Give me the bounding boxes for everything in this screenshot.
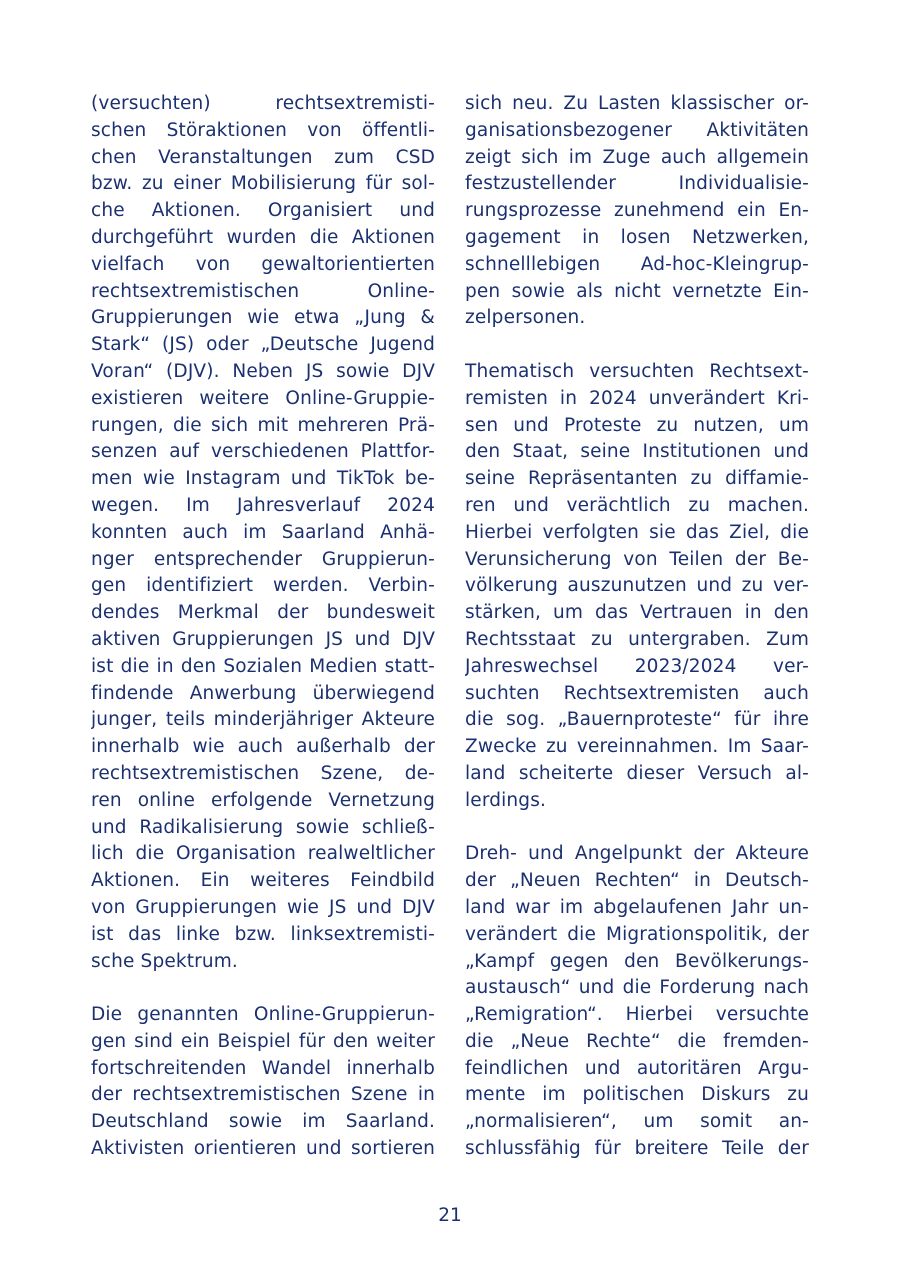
text-line: ganisationsbezogener Aktivitäten xyxy=(465,119,809,141)
text-line: land war im abgelaufenen Jahr un- xyxy=(465,896,809,918)
right-paragraph-1 xyxy=(465,91,809,332)
paragraph-gap xyxy=(465,332,809,359)
text-line: zelpersonen. xyxy=(465,307,586,329)
right-column xyxy=(465,91,809,1163)
text-line: der rechtsextremistischen Szene in xyxy=(91,1084,435,1106)
text-line: feindlichen und autoritären Argu- xyxy=(465,1057,809,1079)
text-line: die „Neue Rechte“ die fremden- xyxy=(465,1030,809,1052)
text-line: gen identifiziert werden. Verbin- xyxy=(91,575,435,597)
text-line: Zwecke zu vereinnahmen. Im Saar- xyxy=(465,736,809,758)
text-line: gen sind ein Beispiel für den weiter xyxy=(91,1030,435,1052)
text-line: Stark“ (JS) oder „Deutsche Jugend xyxy=(91,334,435,356)
text-line: zeigt sich im Zuge auch allgemein xyxy=(465,146,809,168)
right-paragraph-3 xyxy=(465,841,809,1163)
paragraph-gap xyxy=(91,975,435,1002)
text-line: remisten in 2024 unverändert Kri- xyxy=(465,387,809,409)
text-line: Aktivisten orientieren und sortieren xyxy=(91,1138,435,1160)
text-line: ist das linke bzw. linksextremisti- xyxy=(91,923,435,945)
left-paragraph-2 xyxy=(91,1002,435,1163)
text-line: Rechtsstaat zu untergraben. Zum xyxy=(465,628,809,650)
text-line: junger, teils minderjähriger Akteure xyxy=(91,709,435,731)
text-line: von Gruppierungen wie JS und DJV xyxy=(91,896,435,918)
text-line: Die genannten Online-Gruppierun- xyxy=(91,1004,435,1026)
text-line: schnelllebigen Ad-hoc-Kleingrup- xyxy=(465,253,809,275)
text-line: ist die in den Sozialen Medien statt- xyxy=(91,655,435,677)
text-line: ren und verächtlich zu machen. xyxy=(465,494,809,516)
text-line: verändert die Migrationspolitik, der xyxy=(465,923,809,945)
text-line: Verunsicherung von Teilen der Be- xyxy=(465,548,809,570)
right-paragraph-2 xyxy=(465,359,809,815)
text-line: pen sowie als nicht vernetzte Ein- xyxy=(465,280,809,302)
text-line: konnten auch im Saarland Anhä- xyxy=(91,521,435,543)
text-line: stärken, um das Vertrauen in den xyxy=(465,602,809,624)
page-number: 21 xyxy=(438,1205,462,1226)
text-line: innerhalb wie auch außerhalb der xyxy=(91,736,435,758)
text-line: „normalisieren“, um somit an- xyxy=(465,1111,809,1133)
text-line: fortschreitenden Wandel innerhalb xyxy=(91,1057,435,1079)
text-line: land scheiterte dieser Versuch al- xyxy=(465,762,809,784)
text-line: sen und Proteste zu nutzen, um xyxy=(465,414,809,436)
text-line: rechtsextremistischen Szene, de- xyxy=(91,762,435,784)
text-line: lich die Organisation realweltlicher xyxy=(91,843,435,865)
text-line: rungsprozesse zunehmend ein En- xyxy=(465,200,809,222)
text-line: Gruppierungen wie etwa „Jung & xyxy=(91,307,435,329)
text-line: sche Spektrum. xyxy=(91,950,238,972)
text-line: festzustellender Individualisie- xyxy=(465,173,809,195)
paragraph-gap xyxy=(465,815,809,842)
text-line: „Remigration“. Hierbei versuchte xyxy=(465,1004,809,1026)
text-line: suchten Rechtsextremisten auch xyxy=(465,682,809,704)
text-line: vielfach von gewaltorientierten xyxy=(91,253,435,275)
text-line: und Radikalisierung sowie schließ- xyxy=(91,816,435,838)
text-line: Jahreswechsel 2023/2024 ver- xyxy=(465,655,809,677)
text-line: sich neu. Zu Lasten klassischer or- xyxy=(465,93,809,114)
text-line: men wie Instagram und TikTok be- xyxy=(91,468,435,490)
text-line: Dreh- und Angelpunkt der Akteure xyxy=(465,843,809,865)
text-line: che Aktionen. Organisiert und xyxy=(91,200,435,222)
text-line: den Staat, seine Institutionen und xyxy=(465,441,809,463)
text-line: lerdings. xyxy=(465,789,547,811)
text-line: Hierbei verfolgten sie das Ziel, die xyxy=(465,521,809,543)
text-line: schen Störaktionen von öffentli- xyxy=(91,119,435,141)
left-column xyxy=(91,91,435,1163)
text-line: rechtsextremistischen Online- xyxy=(91,280,435,302)
text-line: findende Anwerbung überwiegend xyxy=(91,682,435,704)
text-line: Thematisch versuchten Rechtsext- xyxy=(465,360,809,382)
text-line: mente im politischen Diskurs zu xyxy=(465,1084,809,1106)
text-line: Voran“ (DJV). Neben JS sowie DJV xyxy=(91,360,435,382)
text-line: der „Neuen Rechten“ in Deutsch- xyxy=(465,870,809,892)
text-line: Deutschland sowie im Saarland. xyxy=(91,1111,435,1133)
text-line: rungen, die sich mit mehreren Prä- xyxy=(91,414,435,436)
text-line: existieren weitere Online-Gruppie- xyxy=(91,387,435,409)
left-paragraph-1 xyxy=(91,91,435,975)
text-line: seine Repräsentanten zu diffamie- xyxy=(465,468,809,490)
text-line: austausch“ und die Forderung nach xyxy=(465,977,809,999)
text-line: dendes Merkmal der bundesweit xyxy=(91,602,435,624)
text-line: aktiven Gruppierungen JS und DJV xyxy=(91,628,435,650)
text-line: ren online erfolgende Vernetzung xyxy=(91,789,435,811)
text-line: chen Veranstaltungen zum CSD xyxy=(91,146,435,168)
text-line: die sog. „Bauernproteste“ für ihre xyxy=(465,709,809,731)
text-line: (versuchten) rechtsextremisti- xyxy=(91,93,435,114)
text-line: gagement in losen Netzwerken, xyxy=(465,226,809,248)
text-line: völkerung auszunutzen und zu ver- xyxy=(465,575,809,597)
text-line: senzen auf verschiedenen Plattfor- xyxy=(91,441,435,463)
text-line: durchgeführt wurden die Aktionen xyxy=(91,226,435,248)
text-line: Aktionen. Ein weiteres Feindbild xyxy=(91,870,435,892)
text-line: „Kampf gegen den Bevölkerungs- xyxy=(465,950,809,972)
text-line: nger entsprechender Gruppierun- xyxy=(91,548,435,570)
text-line: wegen. Im Jahresverlauf 2024 xyxy=(91,494,435,516)
text-line: schlussfähig für breitere Teile der xyxy=(465,1138,809,1160)
text-line: bzw. zu einer Mobilisierung für sol- xyxy=(91,173,435,195)
